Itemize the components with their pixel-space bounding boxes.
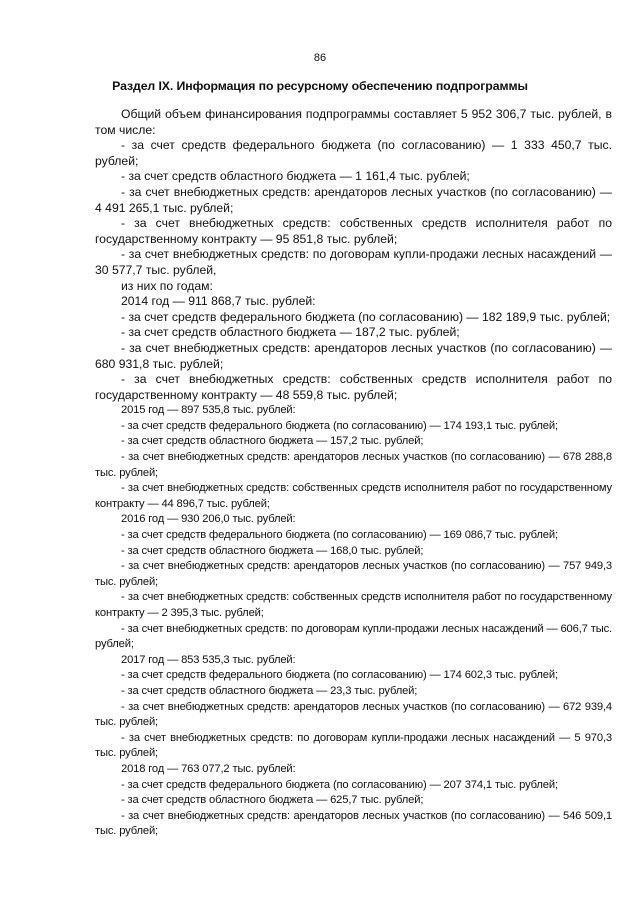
paragraph: - за счет средств областного бюджета — 157,2 тыс. рублей; bbox=[121, 435, 424, 448]
paragraph: - за счет внебюджетных средств: арендаторов лесных участков (по согласованию) — 4 491 265,1 тыс. рублей; bbox=[95, 184, 612, 215]
section-heading: Раздел IX. Информация по ресурсному обеспечению подпрограммы bbox=[112, 79, 528, 93]
paragraph: - за счет внебюджетных средств: собственных средств исполнителя работ по государственному контракту — 95 851,8 тыс. рублей; bbox=[95, 216, 612, 246]
paragraph: - за счет средств областного бюджета — 168,0 тыс. рублей; bbox=[121, 544, 424, 557]
paragraph: 2015 год — 897 535,8 тыс. рублей: bbox=[121, 404, 296, 417]
paragraph: - за счет внебюджетных средств: по договорам купли-продажи лесных насаждений — 5 970,3 тыс. рублей; bbox=[95, 731, 612, 760]
paragraph: - за счет внебюджетных средств: собственных средств исполнителя работ по государственному контракту — 44 896,7 тыс. рублей; bbox=[95, 482, 612, 510]
paragraph: - за счет внебюджетных средств: по договорам купли-продажи лесных насаждений — 606,7 тыс. рублей; bbox=[95, 622, 612, 651]
paragraph: 2018 год — 763 077,2 тыс. рублей: bbox=[121, 762, 296, 775]
paragraph: - за счет средств федерального бюджета (по согласованию) — 1 333 450,7 тыс. рублей; bbox=[95, 138, 612, 168]
paragraph: - за счет средств федерального бюджета (по согласованию) — 182 189,9 тыс. рублей; bbox=[121, 309, 611, 324]
paragraph: Общий объем финансирования подпрограммы составляет 5 952 306,7 тыс. рублей, в том числе: bbox=[95, 107, 612, 137]
paragraph: - за счет внебюджетных средств: арендаторов лесных участков (по согласованию) — 678 288,8 тыс. рублей; bbox=[95, 451, 612, 479]
paragraph: из них по годам: bbox=[121, 278, 213, 293]
paragraph: - за счет внебюджетных средств: собственных средств исполнителя работ по государственному контракту — 2 395,3 тыс. рублей; bbox=[95, 591, 612, 619]
page-number: 86 bbox=[313, 52, 327, 64]
paragraph: - за счет средств федерального бюджета (по согласованию) — 169 086,7 тыс. рублей; bbox=[121, 529, 558, 542]
paragraph: - за счет средств областного бюджета — 1 161,4 тыс. рублей; bbox=[121, 169, 470, 184]
paragraph: - за счет внебюджетных средств: собственных средств исполнителя работ по государственному контракту — 48 559,8 тыс. рублей; bbox=[95, 372, 612, 402]
paragraph: - за счет средств областного бюджета — 187,2 тыс. рублей; bbox=[121, 325, 460, 340]
paragraph: - за счет средств областного бюджета — 625,7 тыс. рублей; bbox=[121, 794, 424, 807]
paragraph: - за счет внебюджетных средств: арендаторов лесных участков (по согласованию) — 757 949,3 тыс. рублей; bbox=[95, 560, 612, 588]
paragraph: 2017 год — 853 535,3 тыс. рублей: bbox=[121, 653, 296, 666]
paragraph: - за счет внебюджетных средств: арендаторов лесных участков (по согласованию) — 546 509,1 тыс. рублей; bbox=[95, 809, 612, 838]
document-body bbox=[95, 107, 612, 840]
paragraph: 2016 год — 930 206,0 тыс. рублей: bbox=[121, 513, 296, 526]
paragraph: - за счет внебюджетных средств: арендаторов лесных участков (по согласованию) — 672 939,4 тыс. рублей; bbox=[95, 700, 612, 729]
paragraph: - за счет средств областного бюджета — 23,3 тыс. рублей; bbox=[121, 684, 418, 697]
paragraph: - за счет средств федерального бюджета (по согласованию) — 207 374,1 тыс. рублей; bbox=[121, 778, 558, 791]
paragraph: 2014 год — 911 868,7 тыс. рублей: bbox=[121, 294, 316, 309]
paragraph: - за счет внебюджетных средств: арендаторов лесных участков (по согласованию) — 680 931,8 тыс. рублей; bbox=[95, 340, 612, 371]
paragraph: - за счет внебюджетных средств: по договорам купли-продажи лесных насаждений — 30 577,7 тыс. рублей, bbox=[95, 247, 612, 277]
paragraph: - за счет средств федерального бюджета (по согласованию) — 174 602,3 тыс. рублей; bbox=[121, 669, 558, 682]
paragraph: - за счет средств федерального бюджета (по согласованию) — 174 193,1 тыс. рублей; bbox=[121, 419, 558, 432]
